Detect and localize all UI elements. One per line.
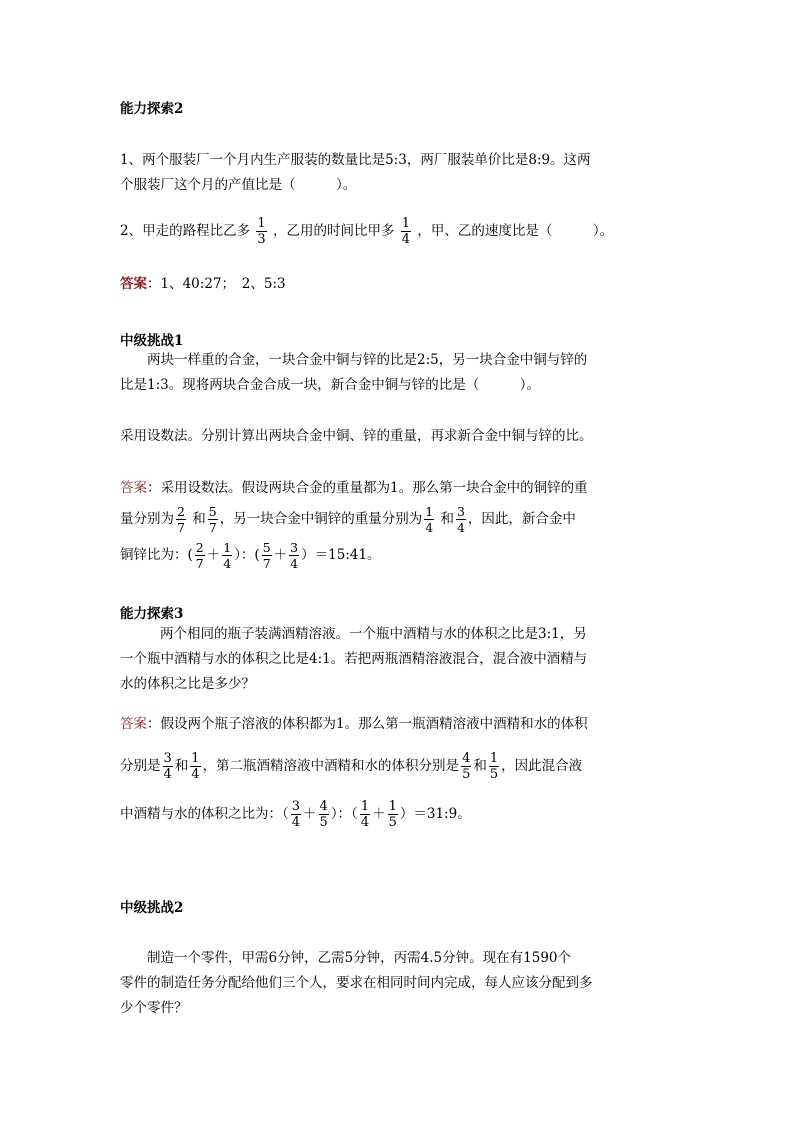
question-2-text-a: 2、甲走的路程比乙多 xyxy=(120,223,251,239)
question-alloy-line-2: 比是1:3。现将两块合金合成一块，新合金中铜与锌的比是（ ）。 xyxy=(120,377,540,393)
fraction-five-sevenths: $\frac{5}{7}$ xyxy=(208,504,217,535)
fraction-one-fifth: $\frac{1}{5}$ xyxy=(388,799,397,830)
question-alloy-line-1: 两块一样重的合金，一块合金中铜与锌的比是2:5，另一块合金中铜与锌的 xyxy=(147,352,588,368)
answer-label: 答案 xyxy=(120,480,147,496)
fraction-three-fourths: $\frac{3}{4}$ xyxy=(163,751,172,782)
answer-alcohol-text: 和 xyxy=(174,758,189,774)
answer-alloy xyxy=(120,476,676,573)
answer-1 xyxy=(120,272,676,297)
heading-intermediate-challenge-1: 中级挑战1 xyxy=(120,333,184,349)
answer-1-text: ：1、40:27； 2、5:3 xyxy=(147,276,286,292)
fraction-three-fourths: $\frac{3}{4}$ xyxy=(290,540,299,571)
answer-alcohol xyxy=(120,712,676,832)
answer-alloy-text: ）：( xyxy=(234,547,260,563)
question-1-line-1: 1、两个服装厂一个月内生产服装的数量比是5:3，两厂服装单价比是8:9。这两 xyxy=(120,152,591,168)
plus-sign: ＋ xyxy=(303,806,317,822)
fraction-two-sevenths: $\frac{2}{7}$ xyxy=(177,504,185,535)
heading-ability-explore-2: 能力探索2 xyxy=(120,101,184,117)
answer-alloy-text: 量分别为 xyxy=(120,511,174,527)
question-2 xyxy=(120,210,676,252)
question-2-text-c: ，甲、乙的速度比是（ ）。 xyxy=(417,223,614,239)
question-parts-line-2: 零件的制造任务分配给他们三个人，要求在相同时间内完成，每人应该分配到多 xyxy=(120,975,593,991)
fraction-three-fourths: $\frac{3}{4}$ xyxy=(456,504,465,535)
question-2-text-b: ，乙用的时间比甲多 xyxy=(272,223,395,239)
fraction-four-fifths: $\frac{4}{5}$ xyxy=(319,799,328,830)
answer-alcohol-text: 中酒精与水的体积之比为：（ xyxy=(120,806,289,822)
answer-alcohol-text: ，因此混合液 xyxy=(501,758,583,774)
fraction-five-sevenths: $\frac{5}{7}$ xyxy=(262,540,271,571)
question-parts-line-3: 少个零件？ xyxy=(120,1000,188,1016)
question-alcohol-line-2: 一个瓶中酒精与水的体积之比是4:1。若把两瓶酒精溶液混合，混合液中酒精与 xyxy=(120,651,588,667)
fraction-one-fourth: $\frac{1}{4}$ xyxy=(360,799,370,830)
answer-alloy-text: 和 xyxy=(187,511,206,527)
answer-alcohol-text: ）：（ xyxy=(330,806,358,822)
question-parts-line-1: 制造一个零件，甲需6分钟，乙需5分钟，丙需4.5分钟。现在有1590个 xyxy=(147,950,572,966)
question-1 xyxy=(120,148,676,198)
answer-alloy-text: 和 xyxy=(436,511,454,527)
fraction-one-third: $\frac{1}{3}$ xyxy=(257,216,266,247)
heading-intermediate-challenge-2: 中级挑战2 xyxy=(120,900,184,916)
question-alcohol-line-3: 水的体积之比是多少？ xyxy=(120,676,255,692)
answer-alloy-line-1: ：采用设数法。假设两块合金的重量都为1。那么第一块合金中的铜锌的重 xyxy=(147,480,588,496)
plus-sign: ＋ xyxy=(273,547,288,563)
answer-alcohol-text: ，第二瓶酒精溶液中酒精和水的体积分别是 xyxy=(202,758,460,774)
answer-label: 答案 xyxy=(120,276,147,292)
question-alcohol xyxy=(120,622,676,697)
question-alloy xyxy=(120,348,676,398)
answer-alcohol-line-1: ：假设两个瓶子溶液的体积都为1。那么第一瓶酒精溶液中酒精和水的体积 xyxy=(147,716,588,732)
fraction-one-fourth: $\frac{1}{4}$ xyxy=(401,216,411,247)
answer-alcohol-result: ）＝31:9。 xyxy=(399,806,471,822)
answer-alloy-text: ，因此，新合金中 xyxy=(467,511,576,527)
fraction-one-fourth: $\frac{1}{4}$ xyxy=(191,751,200,782)
fraction-four-fifths: $\frac{4}{5}$ xyxy=(462,751,471,782)
fraction-two-sevenths: $\frac{2}{7}$ xyxy=(195,540,204,571)
plus-sign: ＋ xyxy=(372,806,386,822)
answer-alloy-result: ）＝15:41。 xyxy=(301,547,381,563)
answer-alcohol-text: 和 xyxy=(473,758,487,774)
answer-alloy-text: ，另一块合金中铜锌的重量分别为 xyxy=(219,511,423,527)
method-note: 采用设数法。分别计算出两块合金中铜、锌的重量，再求新合金中铜与锌的比。 xyxy=(120,428,593,444)
question-1-line-2: 个服装厂这个月的产值比是（ ）。 xyxy=(120,177,357,193)
answer-label: 答案 xyxy=(120,716,147,732)
plus-sign: ＋ xyxy=(206,547,221,563)
answer-alcohol-text: 分别是 xyxy=(120,758,161,774)
answer-alloy-text: 铜锌比为：( xyxy=(120,547,193,563)
fraction-one-fifth: $\frac{1}{5}$ xyxy=(489,751,499,782)
fraction-three-fourths: $\frac{3}{4}$ xyxy=(291,799,301,830)
question-parts xyxy=(120,946,676,1021)
question-alcohol-line-1: 两个相同的瓶子装满酒精溶液。一个瓶中酒精与水的体积之比是3:1，另 xyxy=(160,626,587,642)
heading-ability-explore-3: 能力探索3 xyxy=(120,606,184,622)
fraction-one-fourth: $\frac{1}{4}$ xyxy=(425,504,434,535)
fraction-one-fourth: $\frac{1}{4}$ xyxy=(223,540,232,571)
